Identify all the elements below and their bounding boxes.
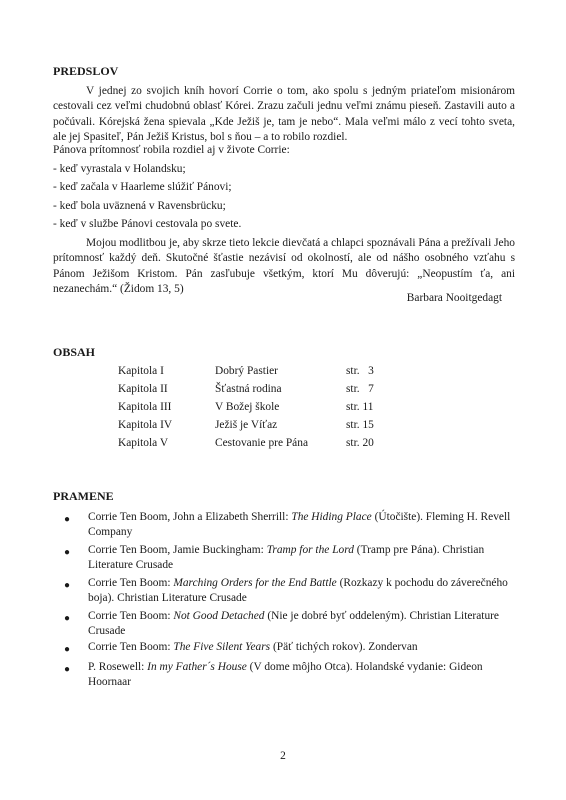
preface-intro-line: Pánova prítomnosť robila rozdiel aj v živote Corrie: xyxy=(53,144,290,156)
toc-title: Ježiš je Víťaz xyxy=(215,419,278,431)
bullet-icon: ● xyxy=(64,580,71,591)
toc-chapter: Kapitola IV xyxy=(118,419,173,431)
source-item: Corrie Ten Boom, Jamie Buckingham: Tramp for the Lord (Tramp pre Pána). Christian Literature Crusade xyxy=(88,544,485,572)
toc-page: str. 20 xyxy=(346,437,374,449)
sources-heading: PRAMENE xyxy=(53,489,114,503)
page-number: 2 xyxy=(280,750,286,762)
toc-chapter: Kapitola II xyxy=(118,383,168,395)
toc-chapter: Kapitola V xyxy=(118,437,169,449)
toc-page: str. 3 xyxy=(346,365,374,377)
preface-list-item: - keď vyrastala v Holandsku; xyxy=(53,163,186,175)
toc-page: str. 11 xyxy=(346,401,374,413)
preface-list-item: - keď bola uväznená v Ravensbrücku; xyxy=(53,200,226,212)
toc-title: Cestovanie pre Pána xyxy=(215,437,308,449)
source-item: Corrie Ten Boom, John a Elizabeth Sherrill: The Hiding Place (Útočište). Fleming H. Revell Company xyxy=(88,511,511,539)
toc-title: Šťastná rodina xyxy=(215,383,282,395)
preface-list-item: - keď v službe Pánovi cestovala po svete. xyxy=(53,218,242,230)
toc-chapter: Kapitola III xyxy=(118,401,172,413)
preface-heading: PREDSLOV xyxy=(53,64,119,78)
toc-title: V Božej škole xyxy=(215,401,280,413)
toc-title: Dobrý Pastier xyxy=(215,365,278,377)
bullet-icon: ● xyxy=(64,547,71,558)
bullet-icon: ● xyxy=(64,664,71,675)
bullet-icon: ● xyxy=(64,514,71,525)
contents-heading: OBSAH xyxy=(53,345,96,359)
source-item: Corrie Ten Boom: The Five Silent Years (Päť tichých rokov). Zondervan xyxy=(88,641,418,653)
toc-page: str. 15 xyxy=(346,419,374,431)
source-item: P. Rosewell: In my Father´s House (V dome môjho Otca). Holandské vydanie: Gideon Hoornaar xyxy=(88,661,483,689)
source-item: Corrie Ten Boom: Not Good Detached (Nie je dobré byť oddeleným). Christian Literature Crusade xyxy=(88,610,499,638)
signature: Barbara Nooitgedagt xyxy=(406,292,502,304)
preface-list-item: - keď začala v Haarleme slúžiť Pánovi; xyxy=(53,181,232,193)
preface-paragraph-1: V jednej zo svojich kníh hovorí Corrie o tom, ako spolu s jedným priateľom misionárom cestovali cez veľmi chudobnú oblasť Kórei. Zrazu začuli jednu veľmi známu pieseň. Zastavili auto a počúvali. Kórejská žena spievala „Kde Ježiš je, tam je nebo“. Mala veľmi málo z vecí tohto sveta, ale jej Spasiteľ, Pán Ježiš Kristus, bol s ňou – a to robilo rozdiel. xyxy=(53,85,515,144)
bullet-icon: ● xyxy=(64,644,71,655)
toc-chapter: Kapitola I xyxy=(118,365,164,377)
source-item: Corrie Ten Boom: Marching Orders for the End Battle (Rozkazy k pochodu do záverečného boja). Christian Literature Crusade xyxy=(88,577,508,605)
bullet-icon: ● xyxy=(64,613,71,624)
toc-page: str. 7 xyxy=(346,383,374,395)
preface-paragraph-2: Mojou modlitbou je, aby skrze tieto lekcie dievčatá a chlapci spoznávali Pána a prežívali Jeho prítomnosť každý deň. Skutočné šťastie nezávisí od okolností, ale od nášho osobného vzťahu s Pánom Ježišom Kristom. Pán zasľubuje všetkým, ktorí Mu dôverujú: „Neopustím ťa, ani nezanechám.“ (Židom 13, 5) xyxy=(53,237,515,296)
